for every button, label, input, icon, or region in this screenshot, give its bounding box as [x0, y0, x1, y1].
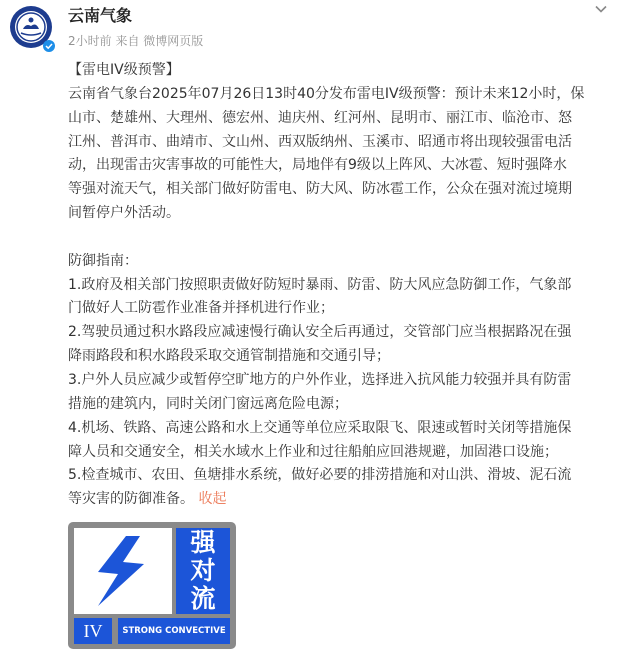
content-line: 5.检查城市、农田、鱼塘排水系统，做好必要的排涝措施和对山洪、滑坡、泥石流	[68, 467, 572, 484]
content-line: 间暂停户外活动。	[68, 205, 180, 222]
collapse-link[interactable]: 收起	[198, 491, 227, 508]
author-name[interactable]: 云南气象	[68, 6, 133, 25]
content-line: 动，出现雷击灾害事故的可能性大，局地伴有9级以上阵风、大冰雹、短时强降水	[68, 157, 567, 174]
more-chevron-icon[interactable]	[592, 0, 610, 18]
content-line: 等强对流天气，相关部门做好防雷电、防大风、防冰雹工作，公众在强对流过境期	[68, 181, 572, 198]
verified-badge-icon	[43, 40, 55, 52]
warning-level: IV	[83, 621, 103, 641]
content-line: 措施的建筑内，同时关闭门窗远离危险电源；	[68, 395, 348, 412]
content-line: 等灾害的防御准备。	[68, 491, 194, 508]
content-line: 山市、楚雄州、大理州、德宏州、迪庆州、红河州、昆明市、丽江市、临沧市、怒	[68, 109, 572, 126]
post-content	[68, 59, 608, 512]
content-line: 江州、普洱市、曲靖市、文山州、西双版纳州、玉溪市、昭通市将出现较强雷电活	[68, 133, 572, 150]
content-line: 4.机场、铁路、高速公路和水上交通等单位应采取限飞、限速或暂时关闭等措施保	[68, 419, 572, 436]
content-line-last	[68, 488, 608, 512]
warning-image[interactable]	[68, 522, 236, 649]
blank-line	[68, 226, 608, 250]
content-line: 降雨路段和积水路段采取交通管制措施和交通引导；	[68, 348, 390, 365]
post-meta	[68, 33, 203, 49]
content-line: 障人员和交通安全，相关水域水上作业和过往船舶应回港规避，加固港口设施；	[68, 443, 558, 460]
content-line: 防御指南：	[68, 252, 138, 269]
post-source: 来自 微博网页版	[115, 34, 204, 48]
post-time[interactable]: 2小时前	[68, 34, 112, 48]
content-line: 2.驾驶员通过积水路段应减速慢行确认安全后再通过，交管部门应当根据路况在强	[68, 324, 572, 341]
content-line: 门做好人工防雹作业准备并择机进行作业；	[68, 300, 334, 317]
warning-title: 强 对 流	[190, 528, 216, 613]
content-line: 云南省气象台2025年07月26日13时40分发布雷电IV级预警：预计未来12小时，保	[68, 85, 585, 102]
content-line: 【雷电IV级预警】	[68, 62, 180, 78]
post-header	[0, 0, 617, 56]
content-line: 3.户外人员应减少或暂停空旷地方的户外作业，选择进入抗风能力较强并具有防雷	[68, 371, 572, 388]
content-line: 1.政府及相关部门按照职责做好防短时暴雨、防雷、防大风应急防御工作，气象部	[68, 276, 572, 293]
warning-caption: STRONG CONVECTIVE	[122, 626, 226, 636]
